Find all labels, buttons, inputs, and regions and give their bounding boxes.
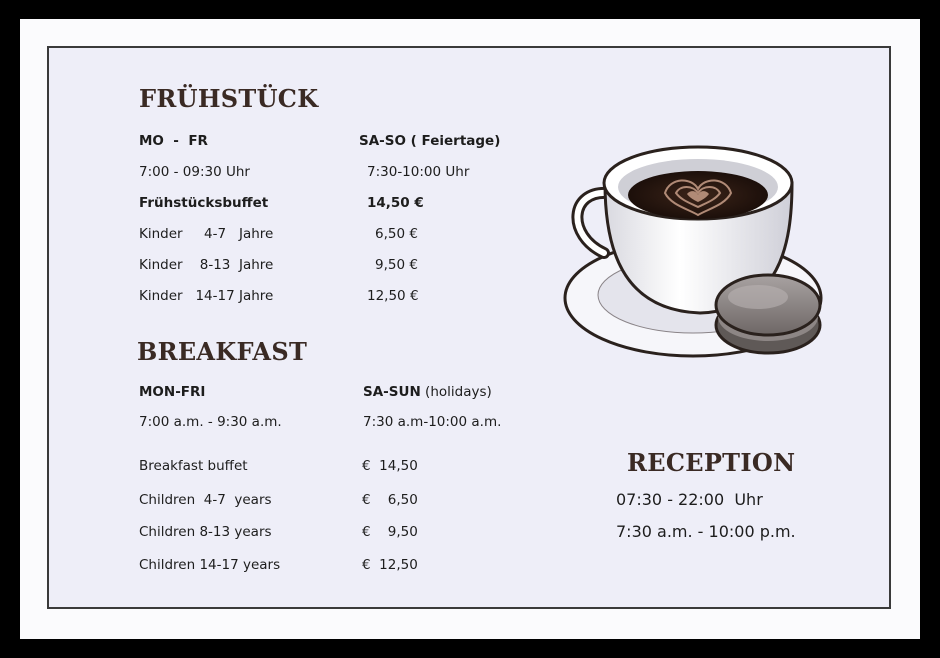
reception-hours-en: 7:30 a.m. - 10:00 p.m.	[616, 522, 796, 541]
breakfast-buffet-label: Breakfast buffet	[139, 458, 248, 474]
fruehstueck-time-left: 7:00 - 09:30 Uhr	[139, 164, 250, 180]
breakfast-days-right-rest: (holidays)	[420, 384, 492, 400]
breakfast-title: BREAKFAST	[137, 337, 308, 366]
breakfast-days-right-bold: SA-SUN	[363, 384, 421, 400]
breakfast-children-4-7-label: Children 4-7 years	[139, 492, 272, 508]
breakfast-time-left: 7:00 a.m. - 9:30 a.m.	[139, 414, 282, 430]
fruehstueck-buffet-label: Frühstücksbuffet	[139, 195, 269, 211]
reception-title: RECEPTION	[627, 448, 796, 477]
fruehstueck-title: FRÜHSTÜCK	[139, 84, 319, 113]
breakfast-days-right	[363, 384, 492, 400]
breakfast-children-8-13-label: Children 8-13 years	[139, 524, 272, 540]
reception-hours-de: 07:30 - 22:00 Uhr	[616, 490, 763, 509]
fruehstueck-buffet-price: 14,50 €	[367, 195, 424, 211]
coffee-cup-with-macaron-icon	[560, 135, 835, 370]
fruehstueck-days-left: MO - FR	[139, 133, 208, 149]
fruehstueck-kinder-4-7-price: 6,50 €	[375, 226, 418, 242]
breakfast-children-4-7-price: € 6,50	[362, 492, 418, 508]
breakfast-children-14-17-price: € 12,50	[362, 557, 418, 573]
fruehstueck-time-right: 7:30-10:00 Uhr	[367, 164, 470, 180]
fruehstueck-days-right: SA-SO ( Feiertage)	[359, 133, 501, 149]
breakfast-time-right: 7:30 a.m-10:00 a.m.	[363, 414, 502, 430]
breakfast-children-14-17-label: Children 14-17 years	[139, 557, 281, 573]
fruehstueck-kinder-4-7-label: Kinder 4-7 Jahre	[139, 226, 274, 242]
breakfast-days-left: MON-FRI	[139, 384, 206, 400]
breakfast-buffet-price: € 14,50	[362, 458, 418, 474]
fruehstueck-kinder-8-13-label: Kinder 8-13 Jahre	[139, 257, 274, 273]
fruehstueck-kinder-14-17-label: Kinder 14-17 Jahre	[139, 288, 274, 304]
breakfast-children-8-13-price: € 9,50	[362, 524, 418, 540]
fruehstueck-kinder-14-17-price: 12,50 €	[367, 288, 419, 304]
fruehstueck-kinder-8-13-price: 9,50 €	[375, 257, 418, 273]
